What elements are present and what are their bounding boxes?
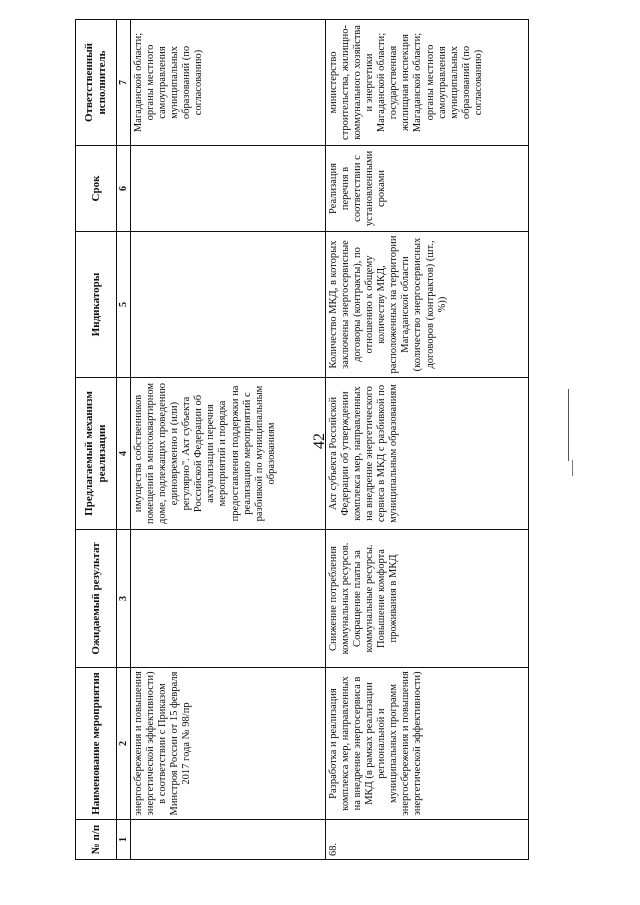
- column-number: 3: [117, 530, 131, 668]
- column-number: 6: [117, 146, 131, 232]
- row-number: 68.: [326, 820, 529, 860]
- header-indicators: Индикаторы: [76, 232, 117, 378]
- measures-table: [75, 19, 529, 860]
- column-number: 1: [117, 820, 131, 860]
- measure-name: энергосбережения и повышения энергетической эффективности) в соответствии с Приказом Минстроя России от 15 февраля 2017 года № 98/пр: [131, 668, 326, 820]
- row-number: [131, 820, 326, 860]
- indicators: Количество МКД, в которых заключены энергосервисные договоры (контракты), по отношению к общему количеству МКД, расположенных на территории Магаданской области (количество энергосервисных договоров (контрактов) (шт., %)): [326, 232, 529, 378]
- mechanism: Акт субъекта Российской Федерации об утверждении комплекса мер, направленных на внедрение энергетического сервиса в МКД с разбивкой по муниципальным образованиям: [326, 378, 529, 530]
- rotated-table-block: [75, 20, 517, 860]
- column-number: 7: [117, 20, 131, 146]
- margin-mark: [568, 389, 569, 461]
- column-number: 5: [117, 232, 131, 378]
- header-responsible: Ответственный исполнитель: [76, 20, 117, 146]
- term: [131, 146, 326, 232]
- column-number: 2: [117, 668, 131, 820]
- responsible: Магаданской области; органы местного самоуправления муниципальных образований (по согласованию): [131, 20, 326, 146]
- responsible: министерство строительства, жилищно-коммунального хозяйства и энергетики Магаданской области; государственная жилищная инспекция Магаданской области; органы местного самоуправления муниципальных образований (по согласованию): [326, 20, 529, 146]
- column-number: 4: [117, 378, 131, 530]
- page-number: 42: [311, 433, 328, 449]
- table-row: [326, 20, 529, 860]
- header-num: № п/п: [76, 820, 117, 860]
- header-result: Ожидаемый результат: [76, 530, 117, 668]
- term: Реализация перечня в соответствии с установленными сроками: [326, 146, 529, 232]
- header-mechanism: Предлагаемый механизм реализации: [76, 378, 117, 530]
- measure-name: Разработка и реализация комплекса мер, направленных на внедрение энергосервиса в МКД (в рамках реализации региональной и муниципальных программ энергосбережения и повышения энергетической эффективности): [326, 668, 529, 820]
- indicators: [131, 232, 326, 378]
- table-row: [131, 20, 326, 860]
- header-row: [76, 20, 117, 860]
- expected-result: [131, 530, 326, 668]
- expected-result: Снижение потребления коммунальных ресурсов. Сокращение платы за коммунальные ресурсы. Повышение комфорта проживания в МКД: [326, 530, 529, 668]
- header-name: Наименование мероприятия: [76, 668, 117, 820]
- margin-mark-small: [572, 460, 573, 476]
- column-number-row: [117, 20, 131, 860]
- header-term: Срок: [76, 146, 117, 232]
- mechanism: имущества собственников помещений в многоквартирном доме, подлежащих проведению единовременно и (или) регулярно". Акт субъекта Российской Федерации об актуализации перечня мероприятий и порядка предоставления поддержки на реализацию мероприятий с разбивкой по муниципальным образованиям: [131, 378, 326, 530]
